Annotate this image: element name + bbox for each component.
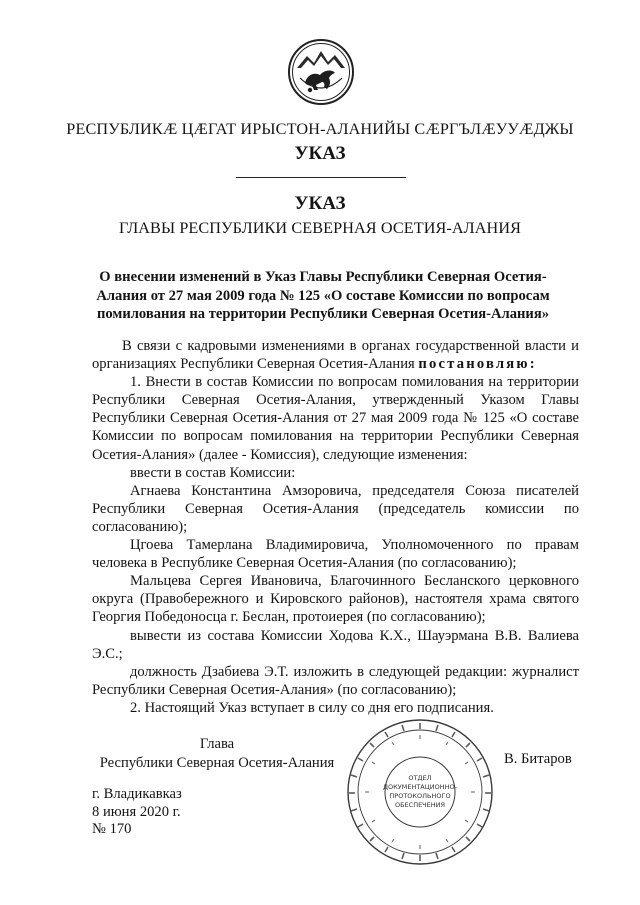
- decree-word: постановляю: [418, 356, 530, 373]
- body-paragraph: вывести из состава Комиссии Ходова К.Х., Шауэрмана В.В. Валиева Э.С.;: [92, 627, 579, 662]
- official-stamp-icon: [340, 715, 500, 870]
- ossetian-title: РЕСПУБЛИКӔ ЦӔГАТ ИРЫСТОН-АЛАНИЙЫ СӔРГЪЛӔУУӔДЖЫ: [66, 120, 574, 138]
- ukaz-heading: УКАЗ: [294, 193, 346, 214]
- document-title-line: помилования на территории Республики Северная Осетия-Алания»: [96, 306, 550, 323]
- stamp-text-line: ДОКУМЕНТАЦИОННО-: [382, 783, 458, 791]
- signatory-position-line: Республики Северная Осетия-Алания: [99, 754, 335, 771]
- body-paragraph: Цгоева Тамерлана Владимировича, Уполномоченного по правам человека в Республике Северная Осетия-Алания (по согласованию);: [92, 537, 579, 572]
- stamp-text-line: ПРОТОКОЛЬНОГО: [389, 792, 451, 800]
- body-paragraph: 2. Настоящий Указ вступает в силу со дня его подписания.: [130, 699, 494, 716]
- signatory-name: В. Битаров: [504, 751, 572, 767]
- document-title: [92, 268, 554, 324]
- body-paragraph: 1. Внести в состав Комиссии по вопросам помилования на территории Республики Северная Осетия-Алания, утвержденный Указом Главы Республики Северная Осетия-Алания от 27 мая 2009 года № 125 «О составе Комиссии по вопросам помилования на территории Республики Северная Осетия-Алания» (далее - Комиссия), следующие изменения:: [92, 374, 579, 463]
- signatory-position: [92, 735, 342, 772]
- issue-date: 8 июня 2020 г.: [92, 803, 181, 820]
- document-title-line: О внесении изменений в Указ Главы Республики Северная Осетия-: [99, 269, 547, 285]
- coat-of-arms-icon: [287, 38, 355, 106]
- stamp-text-line: ОБЕСПЕЧЕНИЯ: [394, 801, 446, 809]
- document-subtitle: ГЛАВЫ РЕСПУБЛИКИ СЕВЕРНАЯ ОСЕТИЯ-АЛАНИЯ: [118, 219, 522, 237]
- stamp-text-line: ОТДЕЛ: [408, 774, 432, 782]
- document-title-line: Алания от 27 мая 2009 года № 125 «О составе Комиссии по вопросам: [96, 287, 550, 304]
- body-paragraph: ввести в состав Комиссии:: [130, 464, 296, 481]
- issue-number: № 170: [92, 821, 132, 837]
- intro-paragraph: [92, 337, 579, 373]
- body-paragraph: должность Дзабиева Э.Т. изложить в следующей редакции: журналист Республики Северная Осетия-Алания» (по согласованию);: [92, 663, 579, 698]
- signatory-position-line: Глава: [199, 736, 235, 752]
- issue-city: г. Владикавказ: [92, 786, 182, 802]
- ukaz-ossetian-heading: УКАЗ: [294, 143, 346, 164]
- document-body: [92, 337, 579, 717]
- issue-details: [92, 786, 182, 839]
- header-divider: [236, 177, 406, 178]
- intro-text: В связи с кадровыми изменениями в органах государственной власти и организациях Республики Северная Осетия-Алания: [92, 338, 579, 373]
- body-paragraph: Мальцева Сергея Ивановича, Благочинного Бесланского церковного округа (Правобережного и Кировского районов), настоятеля храма святого Георгия Победоносца г. Беслан, протоиерея (по согласованию);: [92, 573, 579, 626]
- decree-colon: :: [529, 356, 535, 373]
- body-paragraph: Агнаева Константина Амзоровича, председателя Союза писателей Республики Северная Осетия-Алания (председатель комиссии по согласованию);: [92, 482, 579, 535]
